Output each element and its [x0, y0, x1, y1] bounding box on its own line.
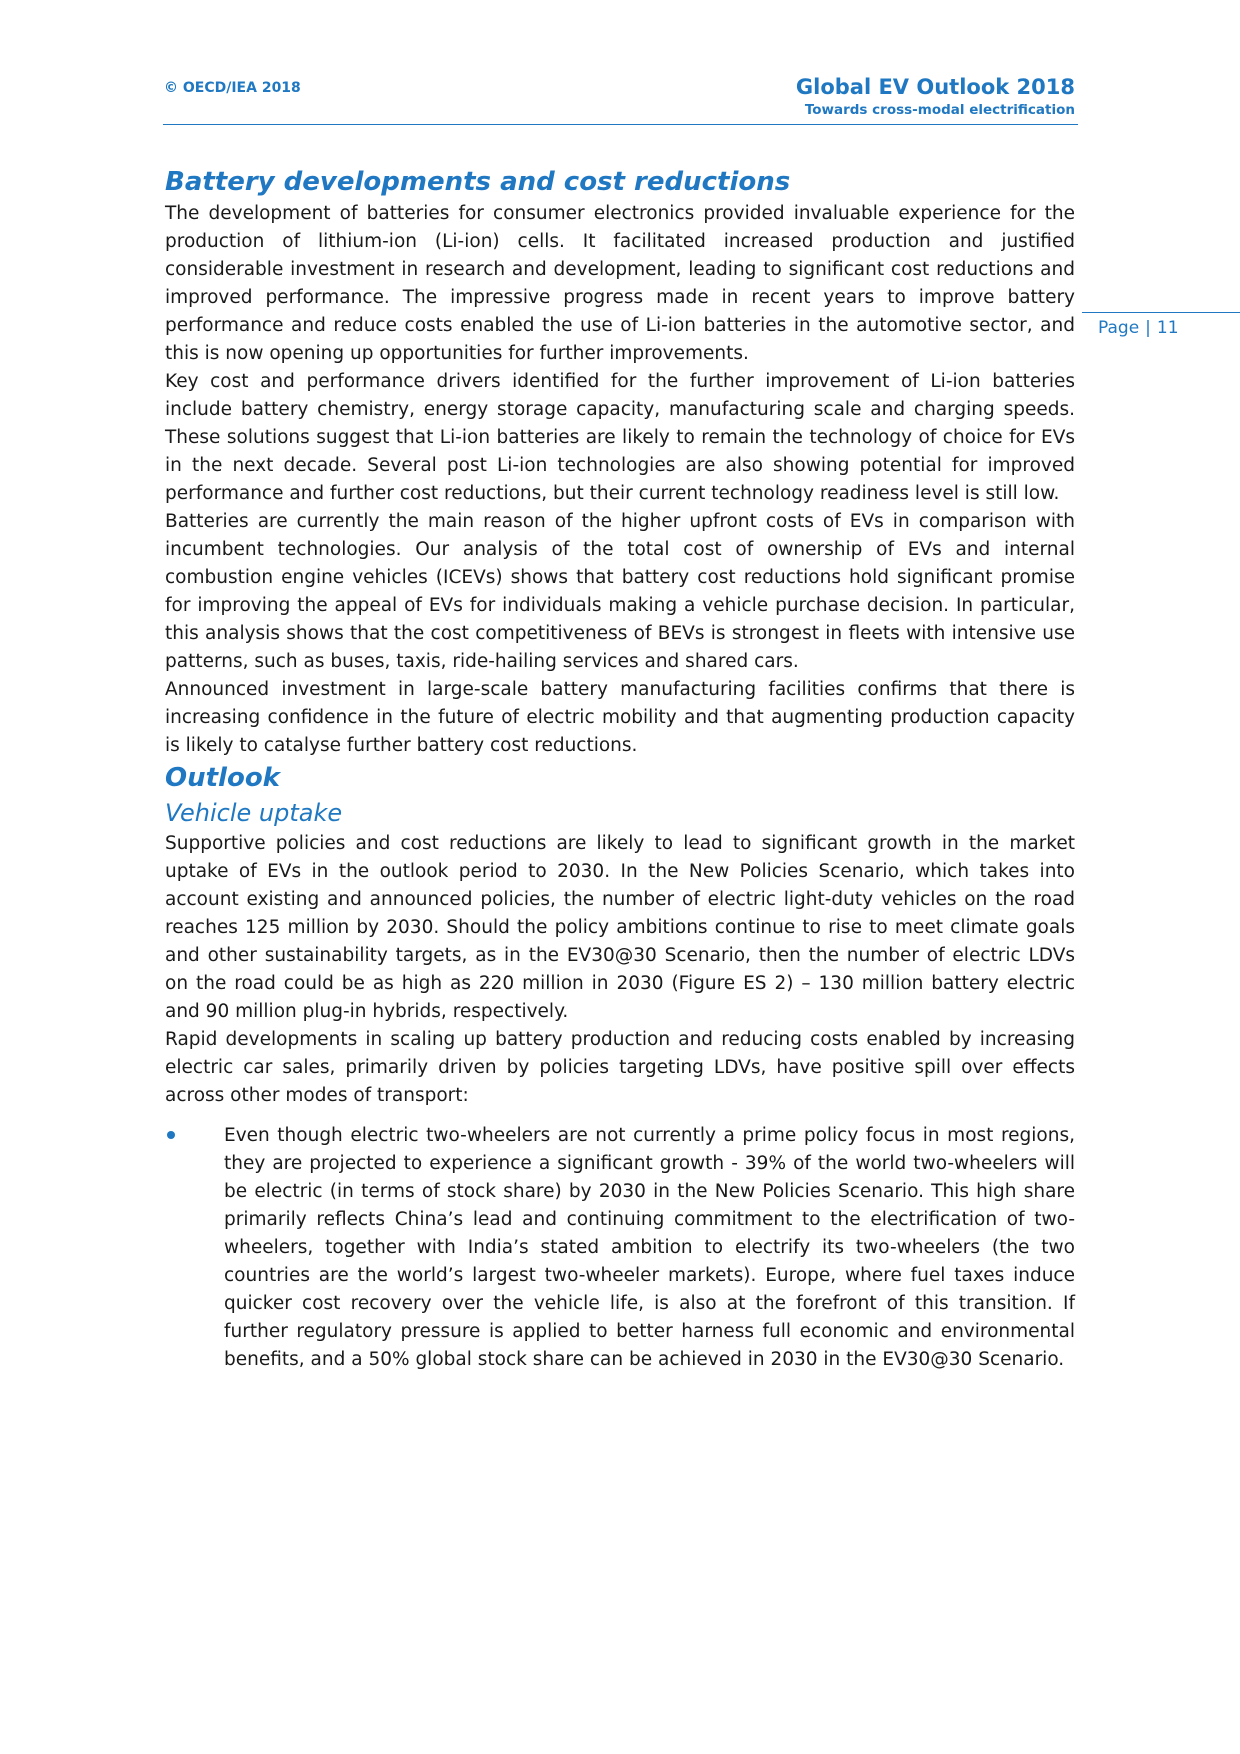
- page-separator: |: [1145, 318, 1151, 338]
- page-number: [1098, 318, 1179, 338]
- report-title: Global EV Outlook 2018: [795, 75, 1075, 99]
- paragraph: Supportive policies and cost reductions are likely to lead to significant growth in the market uptake of EVs in the outlook period to 2030. In the New Policies Scenario, which takes into account existing and announced policies, the number of electric light-duty vehicles on the road reaches 125 million by 2030. Should the policy ambitions continue to rise to meet climate goals and other sustainability targets, as in the EV30@30 Scenario, then the number of electric LDVs on the road could be as high as 220 million in 2030 (Figure ES 2) – 130 million battery electric and 90 million plug-in hybrids, respectively.: [165, 833, 1075, 1022]
- paragraph: The development of batteries for consumer electronics provided invaluable experience for the production of lithium-ion (Li-ion) cells. It facilitated increased production and justified considerable investment in research and development, leading to significant cost reductions and improved performance. The impressive progress made in recent years to improve battery performance and reduce costs enabled the use of Li-ion batteries in the automotive sector, and this is now opening up opportunities for further improvements.: [165, 203, 1075, 364]
- header-divider: [163, 124, 1078, 125]
- bullet-icon: [167, 1131, 175, 1139]
- paragraph: Rapid developments in scaling up battery production and reducing costs enabled by increasing electric car sales, primarily driven by policies targeting LDVs, have positive spill over effects across other modes of transport:: [165, 1029, 1075, 1106]
- section-heading-outlook: Outlook: [165, 763, 280, 793]
- page-label: Page: [1098, 318, 1140, 338]
- section-heading-battery: Battery developments and cost reductions: [165, 167, 791, 197]
- subsection-heading-vehicle-uptake: Vehicle uptake: [165, 799, 343, 827]
- report-subtitle: Towards cross-modal electrification: [804, 102, 1075, 118]
- list-item: [165, 1122, 1075, 1374]
- page-number-value: 11: [1156, 318, 1179, 338]
- paragraph: Batteries are currently the main reason of the higher upfront costs of EVs in comparison with incumbent technologies. Our analysis of the total cost of ownership of EVs and internal combustion engine vehicles (ICEVs) shows that battery cost reductions hold significant promise for improving the appeal of EVs for individuals making a vehicle purchase decision. In particular, this analysis shows that the cost competitiveness of BEVs is strongest in fleets with intensive use patterns, such as buses, taxis, ride-hailing services and shared cars.: [165, 511, 1075, 672]
- page-number-divider: [1082, 312, 1240, 313]
- bullet-text: Even though electric two-wheelers are not currently a prime policy focus in most regions, they are projected to experience a significant growth - 39% of the world two-wheelers will be electric (in terms of stock share) by 2030 in the New Policies Scenario. This high share primarily reflects China’s lead and continuing commitment to the electrification of two-wheelers, together with India’s stated ambition to electrify its two-wheelers (the two countries are the world’s largest two-wheeler markets). Europe, where fuel taxes induce quicker cost recovery over the vehicle life, is also at the forefront of this transition. If further regulatory pressure is applied to better harness full economic and environmental benefits, and a 50% global stock share can be achieved in 2030 in the EV30@30 Scenario.: [224, 1125, 1075, 1370]
- copyright-notice: © OECD/IEA 2018: [164, 80, 301, 96]
- paragraph: Announced investment in large-scale battery manufacturing facilities confirms that there is increasing confidence in the future of electric mobility and that augmenting production capacity is likely to catalyse further battery cost reductions.: [165, 679, 1075, 756]
- main-content: [165, 164, 1075, 1374]
- paragraph: Key cost and performance drivers identified for the further improvement of Li-ion batteries include battery chemistry, energy storage capacity, manufacturing scale and charging speeds. These solutions suggest that Li-ion batteries are likely to remain the technology of choice for EVs in the next decade. Several post Li-ion technologies are also showing potential for improved performance and further cost reductions, but their current technology readiness level is still low.: [165, 371, 1075, 504]
- running-header: [796, 74, 1075, 120]
- bullet-list: [165, 1122, 1075, 1374]
